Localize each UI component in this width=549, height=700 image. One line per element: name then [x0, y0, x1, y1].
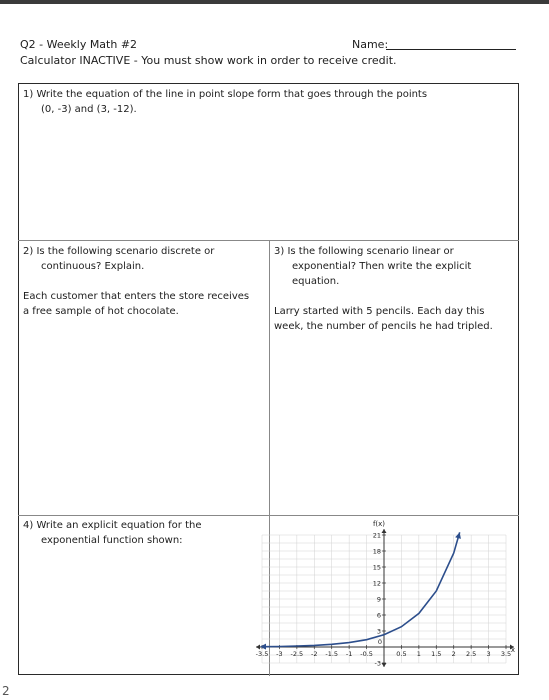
x-tick-label: -2.5: [290, 650, 304, 658]
y-tick-label: 3: [376, 627, 381, 636]
x-tick-label: -3: [276, 650, 283, 658]
q2-text-line2: continuous? Explain.: [41, 261, 145, 272]
worksheet-subtitle: Calculator INACTIVE - You must show work in order to receive credit.: [20, 54, 397, 67]
q3-text-line2: exponential? Then write the explicit: [292, 261, 472, 272]
x-tick-label: 3.5: [500, 650, 512, 658]
y-axis-arrow-up: [382, 529, 387, 533]
y-tick-label: 18: [372, 547, 381, 556]
x-tick-label: 1: [416, 650, 421, 658]
q2-scenario-line2: a free sample of hot chocolate.: [23, 306, 179, 317]
y-axis-label: f(x): [372, 520, 386, 528]
x-tick-label: -2: [311, 650, 318, 658]
worksheet-title: Q2 - Weekly Math #2: [20, 38, 138, 51]
x-axis-label: x: [510, 646, 516, 654]
y-axis-arrow-down: [382, 663, 387, 667]
q1-text-line2: (0, -3) and (3, -12).: [41, 104, 137, 115]
q4-text-line2: exponential function shown:: [41, 535, 183, 546]
x-tick-label: 2.5: [465, 650, 477, 658]
x-axis-arrow-left: [256, 645, 260, 650]
y-tick-label: 15: [372, 563, 381, 572]
graph-curve-group: [260, 532, 463, 650]
exponential-graph: [250, 515, 518, 675]
q4-text-line1: 4) Write an explicit equation for the: [23, 520, 202, 531]
x-tick-label: -1: [345, 650, 353, 658]
q2-scenario-line1: Each customer that enters the store receives: [23, 291, 250, 302]
x-tick-label: 2: [451, 650, 456, 658]
x-tick-label: 3: [486, 650, 491, 658]
name-label: Name:: [352, 38, 389, 51]
x-tick-label: 1.5: [431, 650, 442, 658]
y-tick-label: -3: [374, 659, 381, 668]
top-border: [0, 0, 549, 4]
name-field-line[interactable]: [386, 49, 516, 50]
y-tick-label: 12: [372, 579, 381, 588]
x-tick-label: 0: [377, 638, 383, 646]
x-tick-label: -3.5: [255, 650, 269, 658]
q3-scenario-line1: Larry started with 5 pencils. Each day this: [274, 306, 485, 317]
exponential-curve: [262, 532, 460, 646]
curve-arrow-start: [260, 644, 266, 650]
y-tick-label: 21: [372, 531, 381, 540]
q2-text-line1: 2) Is the following scenario discrete or: [23, 246, 215, 257]
x-tick-label: -1.5: [325, 650, 339, 658]
q1-text-line1: 1) Write the equation of the line in point slope form that goes through the points: [23, 89, 428, 100]
y-tick-label: 6: [376, 611, 381, 620]
q3-text-line3: equation.: [292, 276, 340, 287]
y-tick-label: 9: [376, 595, 381, 604]
q3-scenario-line2: week, the number of pencils he had tripled.: [274, 321, 493, 332]
x-tick-label: -0.5: [360, 650, 373, 658]
x-tick-label: 0.5: [396, 650, 407, 658]
q3-text-line1: 3) Is the following scenario linear or: [274, 246, 454, 257]
page-number: 2: [2, 684, 10, 698]
